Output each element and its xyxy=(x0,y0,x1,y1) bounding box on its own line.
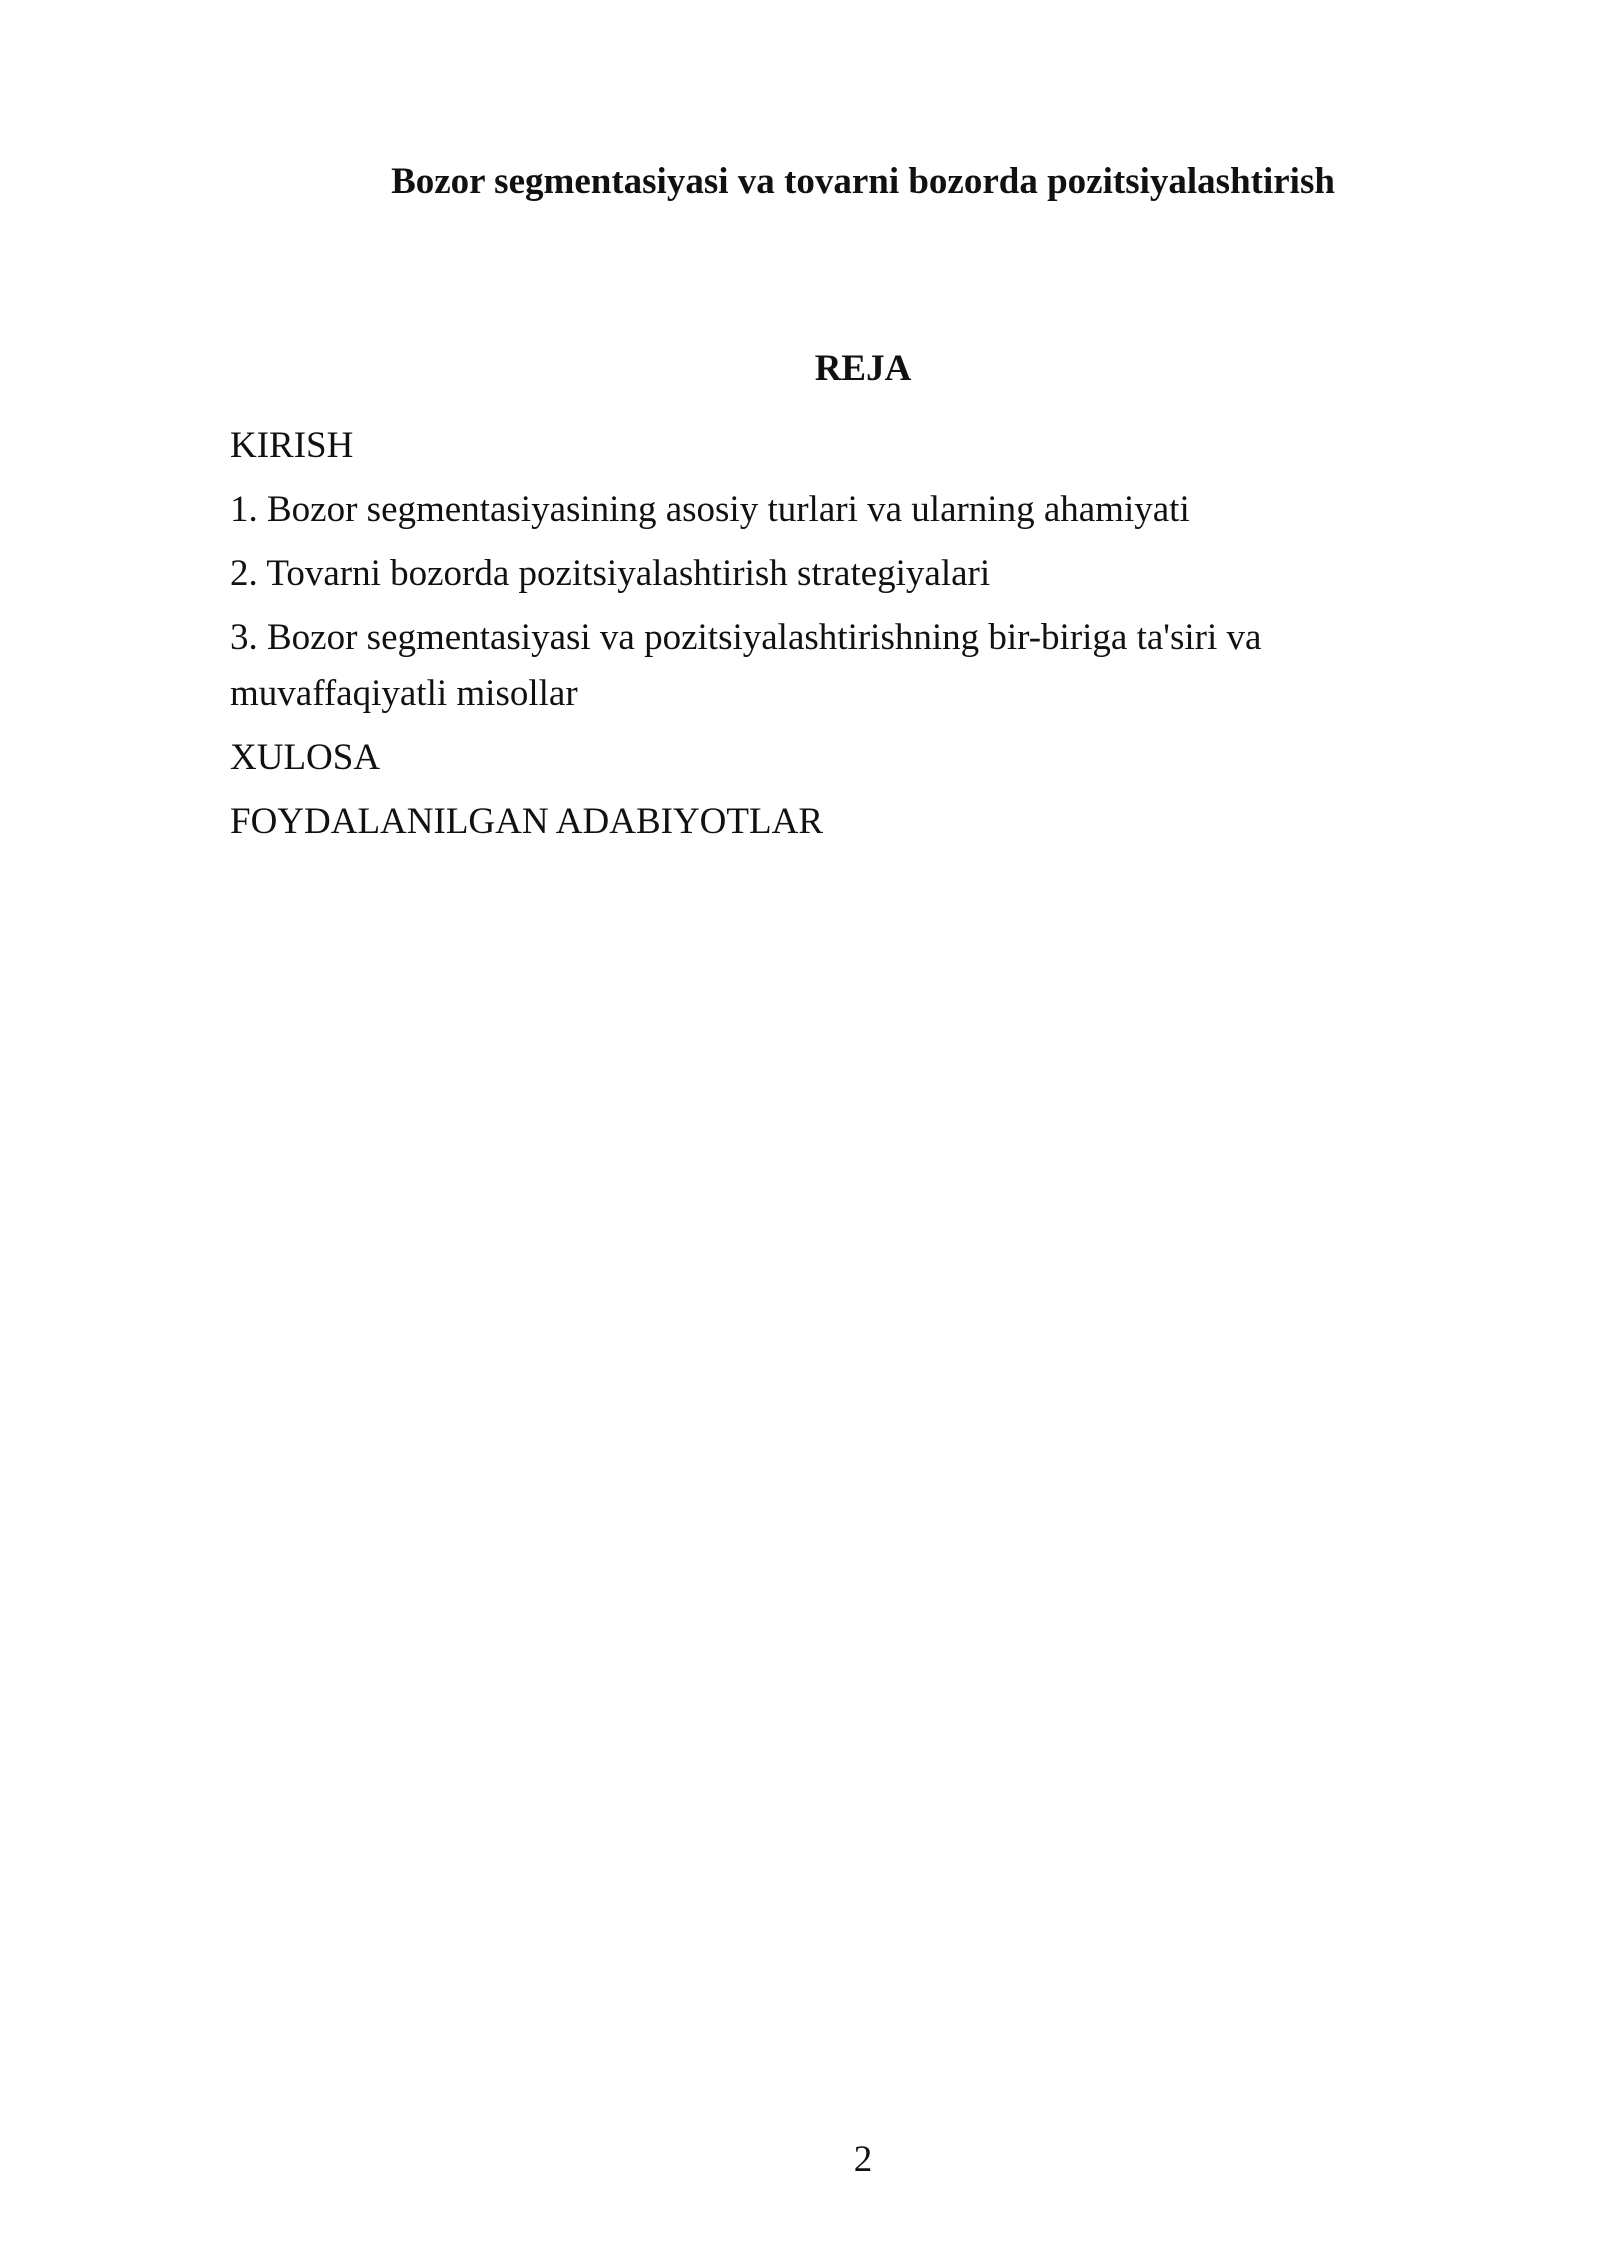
plan-item-3: 3. Bozor segmentasiyasi va pozitsiyalashtirishning bir-biriga ta'siri va muvaffaqiyatli misollar xyxy=(230,617,1262,714)
plan-item-introduction: KIRISH xyxy=(230,425,354,466)
plan-item-2: 2. Tovarni bozorda pozitsiyalashtirish strategiyalari xyxy=(230,553,991,594)
plan-item-1: 1. Bozor segmentasiyasining asosiy turlari va ularning ahamiyati xyxy=(230,489,1190,530)
plan-item-conclusion: XULOSA xyxy=(230,737,381,778)
plan-item-references: FOYDALANILGAN ADABIYOTLAR xyxy=(230,801,823,842)
plan-heading: REJA xyxy=(814,348,912,389)
document-title: Bozor segmentasiyasi va tovarni bozorda pozitsiyalashtirish xyxy=(391,161,1335,202)
page-number: 2 xyxy=(853,2139,873,2180)
plan-list xyxy=(230,418,1330,858)
